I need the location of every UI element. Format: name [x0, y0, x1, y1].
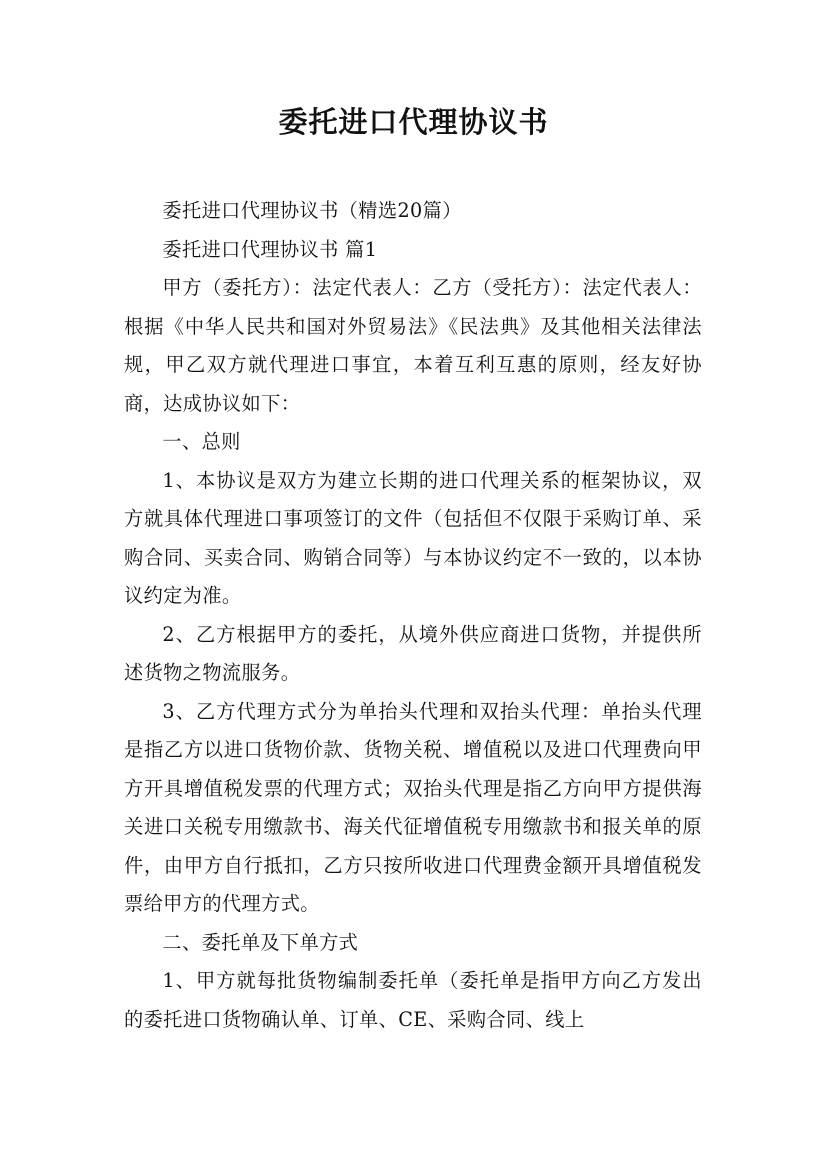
paragraph-heading-orders: 二、委托单及下单方式 [162, 930, 359, 954]
paragraph-parties: 甲方（委托方）：法定代表人：乙方（受托方）：法定代表人：根据《中华人民共和国对外贸易法》《民法典》及其他相关法律法规，甲乙双方就代理进口事宜，本着互利互惠的原则，经友好协商，达成协议如下： [124, 276, 702, 415]
paragraph-order-clause-1: 1、甲方就每批货物编制委托单（委托单是指甲方向乙方发出的委托进口货物确认单、订单、CE、采购合同、线上 [124, 969, 702, 1031]
paragraph-subtitle: 委托进口代理协议书（精选20篇） [162, 199, 462, 222]
paragraph-section-heading: 委托进口代理协议书 篇1 [162, 237, 378, 261]
paragraph-heading-general: 一、总则 [162, 430, 241, 453]
document-title: 委托进口代理协议书 [278, 105, 549, 139]
paragraph-clause-2: 2、乙方根据甲方的委托，从境外供应商进口货物，并提供所述货物之物流服务。 [124, 622, 702, 684]
paragraph-clause-1: 1、本协议是双方为建立长期的进口代理关系的框架协议，双方就具体代理进口事项签订的文件（包括但不仅限于采购订单、采购合同、买卖合同、购销合同等）与本协议约定不一致的，以本协议约定为准。 [124, 468, 702, 607]
document-body [124, 192, 702, 1039]
paragraph-clause-3: 3、乙方代理方式分为单抬头代理和双抬头代理：单抬头代理是指乙方以进口货物价款、货物关税、增值税以及进口代理费向甲方开具增值税发票的代理方式；双抬头代理是指乙方向甲方提供海关进口关税专用缴款书、海关代征增值税专用缴款书和报关单的原件，由甲方自行抵扣，乙方只按所收进口代理费金额开具增值税发票给甲方的代理方式。 [124, 699, 702, 915]
